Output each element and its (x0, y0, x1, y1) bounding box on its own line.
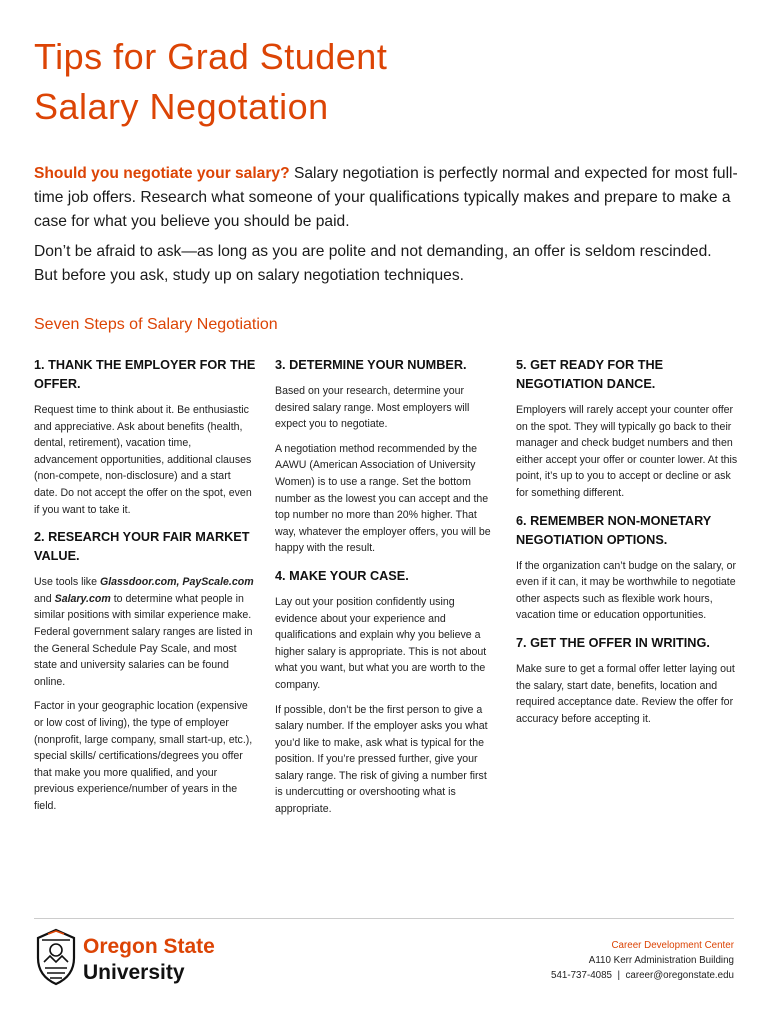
intro-paragraph-1-text: Salary negotiation is perfectly normal and expected for most full-time job offers. Research what someone of your qualifications typically makes and prepare to make a case for what you believe you should be paid. (34, 165, 738, 230)
contact-line (551, 968, 734, 983)
step-5-text: Employers will rarely accept your counter offer on the spot. They will typically go back to their manager and check budget numbers and then either accept your offer or counter lower. At this point, it’s up to you to accept or decline or ask for something different. (516, 404, 738, 499)
column-1 (34, 356, 256, 824)
title-line-1: Tips for Grad Student (34, 36, 388, 77)
step-3-text-1: Based on your research, determine your desired salary range. Most employers will expect you to negotiate. (275, 385, 470, 431)
step-7-text: Make sure to get a formal offer letter laying out the salary, start date, benefits, location and required acceptance date. Review the offer for accuracy before accepting it. (516, 662, 735, 725)
step-2-text-2: Factor in your geographic location (expensive or low cost of living), the type of employer (nonprofit, large company, small start-up, etc.), special skills/ certifications/degrees you offer that make you more qualified, and your previous experience/number of years in the field. (34, 700, 253, 812)
step-6-text: If the organization can’t budge on the salary, or even if it can, it may be worthwhile to negotiate other aspects such as flexible work hours, vacation time or education opportunities. (516, 559, 737, 622)
contact-info (551, 938, 734, 983)
footer-divider (34, 918, 734, 919)
step-4-text-2: If possible, don’t be the first person to give a salary number. If the employer asks you what you’d like to make, ask what is typical for the position. If you’re pressed further, give your salary range. The risk of giving a number first is undercutting or overshooting what is appropriate. (275, 703, 488, 816)
phone-number: 541-737-4085 (551, 970, 613, 981)
step-2-text-1 (34, 574, 256, 690)
step-3 (275, 356, 493, 557)
tool-link-glassdoor-payscale: Glassdoor.com, PayScale.com (99, 576, 254, 589)
column-2 (275, 356, 493, 828)
step-1-text: Request time to think about it. Be enthusiastic and appreciative. Ask about benefits (health, dental, retirement), vacation time, advancement opportunities, additional clauses (non-compete, non-disclosure) and a start date. Do not accept the offer on the spot, even if you want to take it. (34, 404, 252, 516)
step-2-heading: 2. RESEARCH YOUR FAIR MARKET VALUE. (34, 530, 250, 564)
intro-paragraph-1 (34, 162, 739, 234)
step-3-text-2: A negotiation method recommended by the AAWU (American Association of University Women) is to use a range. Set the bottom number as the lowest you can accept and the top number no more than 20% higher. That way, whatever the employer offers, you will be happy with the result. (275, 442, 491, 555)
step-1 (34, 356, 256, 518)
step-7-heading: 7. GET THE OFFER IN WRITING. (516, 635, 710, 650)
step-2-text-c: to determine what people in similar positions with similar experience make. Federal government salary ranges are listed in the General Schedule Pay Scale, and most state and university salaries can be found online. (34, 592, 253, 688)
step-6-heading: 6. REMEMBER NON-MONETARY NEGOTIATION OPTIONS. (516, 513, 712, 547)
intro-lead: Should you negotiate your salary? (34, 165, 290, 182)
email-address: career@oregonstate.edu (625, 970, 734, 981)
step-2-text-a: Use tools like (34, 576, 100, 589)
step-3-heading: 3. DETERMINE YOUR NUMBER. (275, 358, 467, 372)
contact-separator: | (617, 970, 621, 981)
step-4-heading: 4. MAKE YOUR CASE. (275, 568, 409, 583)
step-7 (516, 634, 738, 727)
step-5 (516, 356, 738, 502)
column-3 (516, 356, 738, 737)
step-4-text-1: Lay out your position confidently using evidence about your experience and qualifications and explain why you believe a higher salary is appropriate. This is not about what you want, but what you are worth to the company. (275, 595, 487, 691)
step-2 (34, 528, 256, 814)
tool-link-salary: Salary.com (54, 592, 111, 605)
title-line-2: Salary Negotation (34, 86, 329, 127)
step-6 (516, 512, 738, 624)
section-heading: Seven Steps of Salary Negotiation (34, 316, 278, 333)
intro (34, 162, 739, 294)
office-name: Career Development Center (611, 940, 734, 951)
osu-logo (34, 928, 234, 990)
step-1-heading: 1. THANK THE EMPLOYER FOR THE OFFER. (34, 358, 256, 391)
step-5-heading: 5. GET READY FOR THE NEGOTIATION DANCE. (516, 358, 664, 391)
osu-seal-icon (34, 928, 78, 986)
page-title (34, 32, 734, 132)
step-4 (275, 567, 493, 818)
logo-text-university: University (83, 961, 185, 984)
office-address: A110 Kerr Administration Building (588, 955, 734, 966)
logo-text-oregon-state: Oregon State (83, 935, 215, 958)
intro-paragraph-2: Don’t be afraid to ask—as long as you are polite and not demanding, an offer is seldom rescinded. But before you ask, study up on salary negotiation techniques. (34, 243, 712, 284)
step-2-text-b: and (34, 592, 55, 605)
